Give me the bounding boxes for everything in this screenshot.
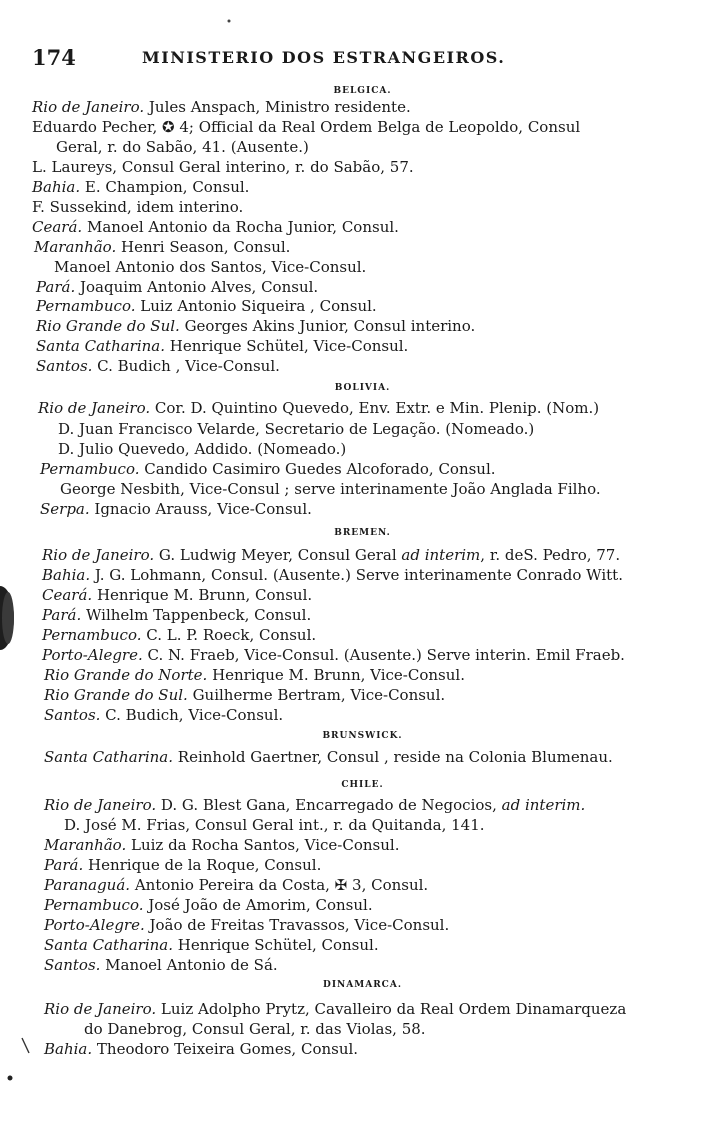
entry-line: Eduardo Pecher, ✪ 4; Official da Real Ordem Belga de Leopoldo, Consul: [32, 118, 581, 136]
entry-line: Ceará. Manoel Antonio da Rocha Junior, Consul.: [32, 218, 399, 236]
entry-line: Pará. Joaquim Antonio Alves, Consul.: [36, 278, 319, 296]
entry-line: Rio Grande do Sul. Georges Akins Junior, Consul interino.: [36, 317, 476, 335]
entry-line: George Nesbith, Vice-Consul ; serve interinamente João Anglada Filho.: [60, 480, 601, 498]
country-heading-belgica: BELGICA.: [333, 86, 392, 96]
entry-line: D. José M. Frias, Consul Geral int., r. da Quitanda, 141.: [64, 816, 485, 834]
entry-line: Rio de Janeiro. G. Ludwig Meyer, Consul Geral ad interim, r. deS. Pedro, 77.: [42, 546, 621, 564]
country-heading-bolivia: BOLIVIA.: [334, 383, 391, 393]
page-header: [32, 45, 692, 71]
entry-line: Rio Grande do Sul. Guilherme Bertram, Vice-Consul.: [44, 686, 446, 704]
entry-line: F. Sussekind, idem interino.: [32, 198, 244, 216]
entry-line: Pernambuco. Candido Casimiro Guedes Alcoforado, Consul.: [40, 460, 496, 478]
entry-line: Pará. Wilhelm Tappenbeck, Consul.: [42, 606, 312, 624]
entry-line: Maranhão. Henri Season, Consul.: [34, 238, 291, 256]
entry-line: Santos. C. Budich, Vice-Consul.: [44, 706, 284, 724]
entry-line: Serpa. Ignacio Arauss, Vice-Consul.: [40, 500, 312, 518]
entry-line: Santa Catharina. Henrique Schütel, Consul.: [44, 936, 379, 954]
country-heading-dinamarca: DINAMARCA.: [323, 980, 402, 990]
entry-line: Porto-Alegre. João de Freitas Travassos, Vice-Consul.: [44, 916, 450, 934]
stray-stroke-mark: [20, 1036, 32, 1056]
entry-line: Porto-Alegre. C. N. Fraeb, Vice-Consul. (Ausente.) Serve interin. Emil Fraeb.: [42, 646, 625, 664]
entry-line: do Danebrog, Consul Geral, r. das Violas, 58.: [84, 1020, 426, 1038]
entry-line: Rio de Janeiro. Jules Anspach, Ministro residente.: [32, 98, 411, 116]
entry-line: Bahia. J. G. Lohmann, Consul. (Ausente.) Serve interinamente Conrado Witt.: [42, 566, 623, 584]
entry-line: Rio de Janeiro. Luiz Adolpho Prytz, Cavalleiro da Real Ordem Dinamarqueza: [44, 1000, 627, 1018]
stray-dot-mark: [226, 18, 232, 24]
entry-line: Santos. Manoel Antonio de Sá.: [44, 956, 278, 974]
entry-line: Rio de Janeiro. Cor. D. Quintino Quevedo, Env. Extr. e Min. Plenip. (Nom.): [38, 399, 600, 417]
running-head: MINISTERIO DOS ESTRANGEIROS.: [142, 48, 506, 67]
page-number: 174: [32, 45, 76, 70]
entry-line: D. Julio Quevedo, Addido. (Nomeado.): [58, 440, 347, 458]
entry-line: Bahia. Theodoro Teixeira Gomes, Consul.: [44, 1040, 359, 1058]
entry-line: Rio Grande do Norte. Henrique M. Brunn, Vice-Consul.: [44, 666, 465, 684]
entry-line: Pernambuco. C. L. P. Roeck, Consul.: [42, 626, 317, 644]
entry-line: Geral, r. do Sabão, 41. (Ausente.): [56, 138, 309, 156]
entry-line: Pernambuco. José João de Amorim, Consul.: [44, 896, 373, 914]
entry-line: Paranaguá. Antonio Pereira da Costa, ✠ 3, Consul.: [44, 876, 429, 894]
entry-line: Pernambuco. Luiz Antonio Siqueira , Consul.: [36, 297, 377, 315]
entry-line: Santa Catharina. Henrique Schütel, Vice-Consul.: [36, 337, 409, 355]
entry-line: D. Juan Francisco Velarde, Secretario de Legação. (Nomeado.): [58, 420, 535, 438]
entry-line: L. Laureys, Consul Geral interino, r. do Sabão, 57.: [32, 158, 414, 176]
country-heading-bremen: BREMEN.: [334, 528, 391, 538]
entry-line: Maranhão. Luiz da Rocha Santos, Vice-Consul.: [44, 836, 400, 854]
entry-line: Ceará. Henrique M. Brunn, Consul.: [42, 586, 313, 604]
entry-line: Rio de Janeiro. D. G. Blest Gana, Encarregado de Negocios, ad interim.: [44, 796, 586, 814]
entry-line: Santa Catharina. Reinhold Gaertner, Consul , reside na Colonia Blumenau.: [44, 748, 613, 766]
stray-dot-mark: [6, 1074, 14, 1082]
entry-line: Santos. C. Budich , Vice-Consul.: [36, 357, 280, 375]
entry-line: Pará. Henrique de la Roque, Consul.: [44, 856, 322, 874]
entry-line: Manoel Antonio dos Santos, Vice-Consul.: [54, 258, 367, 276]
binding-shadow-mark: [0, 582, 22, 654]
entry-line: Bahia. E. Champion, Consul.: [32, 178, 250, 196]
country-heading-chile: CHILE.: [341, 780, 384, 790]
country-heading-brunswick: BRUNSWICK.: [322, 731, 403, 741]
